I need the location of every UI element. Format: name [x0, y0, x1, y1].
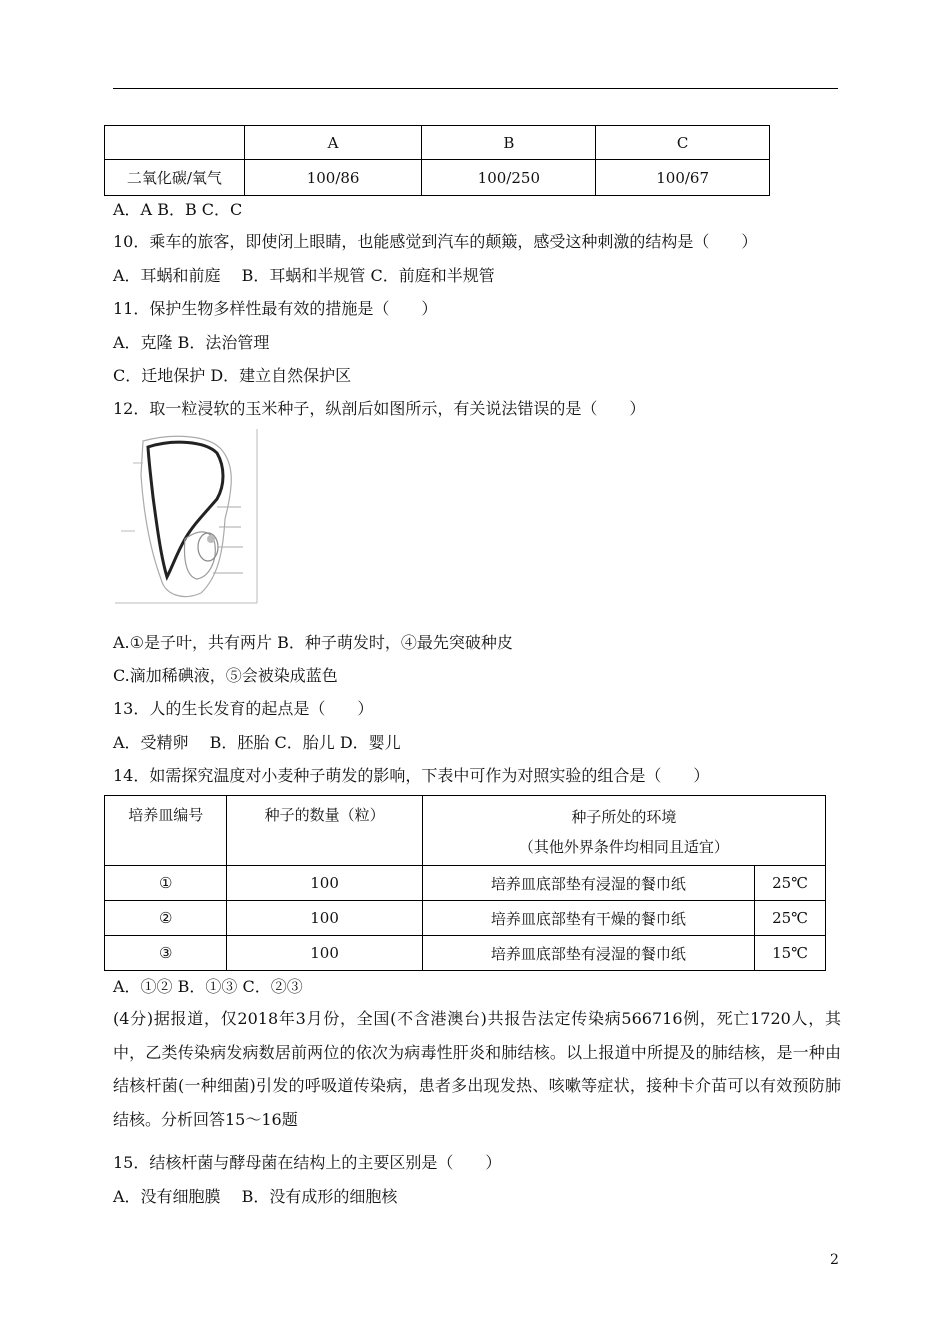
environment: 培养皿底部垫有浸湿的餐巾纸 [422, 866, 754, 901]
col-header-count: 种子的数量（粒） [227, 796, 422, 866]
table-row [105, 866, 826, 901]
dish-id: ② [105, 901, 227, 936]
environment: 培养皿底部垫有干燥的餐巾纸 [422, 901, 754, 936]
q13-options: A．受精卵 B．胚胎 C．胎儿 D．婴儿 [113, 733, 401, 752]
seed-count: 100 [227, 866, 422, 901]
seed-count: 100 [227, 901, 422, 936]
gas-ratio-table [104, 125, 770, 196]
q11-options-1: A．克隆 B．法治管理 [113, 333, 270, 352]
q14-options: A．①② B．①③ C．②③ [113, 977, 303, 996]
q12-options-1: A.①是子叶，共有两片 B．种子萌发时，④最先突破种皮 [113, 633, 513, 652]
temperature: 25℃ [755, 901, 826, 936]
dish-id: ③ [105, 936, 227, 971]
environment-note: （其他外界条件均相同且适宜） [518, 838, 729, 856]
corn-seed-diagram [113, 427, 260, 605]
page-number: 2 [830, 1252, 839, 1268]
q14-stem: 14．如需探究温度对小麦种子萌发的影响，下表中可作为对照实验的组合是（ ） [113, 766, 710, 785]
table-header-empty [105, 126, 245, 160]
dish-id: ① [105, 866, 227, 901]
table-header-b: B [422, 126, 596, 160]
q9-options: A．A B．B C．C [113, 200, 243, 219]
header-rule [113, 88, 838, 89]
environment: 培养皿底部垫有浸湿的餐巾纸 [422, 936, 754, 971]
q15-options: A．没有细胞膜 B．没有成形的细胞核 [113, 1187, 398, 1206]
q10-options: A．耳蜗和前庭 B．耳蜗和半规管 C．前庭和半规管 [113, 266, 495, 285]
table-row [105, 901, 826, 936]
temperature: 25℃ [755, 866, 826, 901]
table-header-c: C [596, 126, 770, 160]
table-cell: 100/86 [244, 160, 422, 196]
environment-title: 种子所处的环境 [571, 808, 677, 826]
q13-stem: 13．人的生长发育的起点是（ ） [113, 699, 374, 718]
table-header-a: A [244, 126, 422, 160]
col-header-dish: 培养皿编号 [105, 796, 227, 866]
seed-count: 100 [227, 936, 422, 971]
q12-options-2: C.滴加稀碘液，⑤会被染成蓝色 [113, 666, 338, 685]
q11-options-2: C．迁地保护 D．建立自然保护区 [113, 366, 352, 385]
table-cell: 100/250 [422, 160, 596, 196]
passage-tuberculosis: (4分)据报道，仅2018年3月份，全国(不含港澳台)共报告法定传染病566716例，死亡1720人，其中，乙类传染病发病数居前两位的依次为病毒性肝炎和肺结核。以上报道中所提及的肺结核，是一种由结核杆菌(一种细菌)引发的呼吸道传染病，患者多出现发热、咳嗽等症状，接种卡介苗可以有效预防肺结核。分析回答15～16题 [113, 1009, 841, 1129]
q12-stem: 12．取一粒浸软的玉米种子，纵剖后如图所示，有关说法错误的是（ ） [113, 399, 646, 418]
corn-seed-figure [113, 427, 260, 605]
q10-stem: 10．乘车的旅客，即使闭上眼睛，也能感觉到汽车的颠簸，感受这种刺激的结构是（ ） [113, 232, 758, 251]
temperature: 15℃ [755, 936, 826, 971]
germination-table [104, 795, 826, 971]
table-row-label: 二氧化碳/氧气 [105, 160, 245, 196]
col-header-environment [422, 796, 825, 866]
q15-stem: 15．结核杆菌与酵母菌在结构上的主要区别是（ ） [113, 1153, 502, 1172]
q11-stem: 11．保护生物多样性最有效的措施是（ ） [113, 299, 438, 318]
table-row [105, 936, 826, 971]
table-cell: 100/67 [596, 160, 770, 196]
